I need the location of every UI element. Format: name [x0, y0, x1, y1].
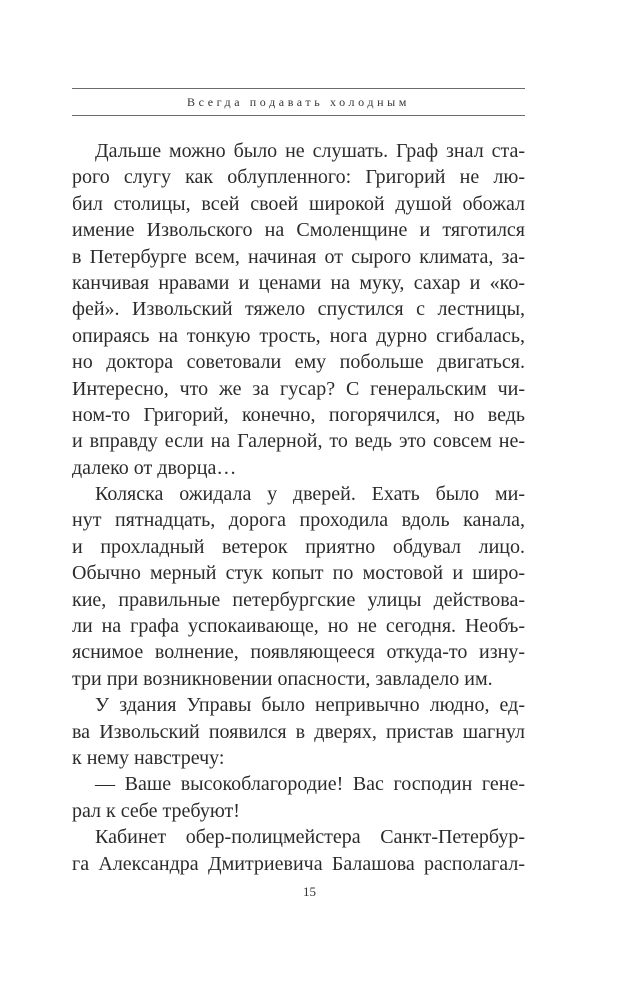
text-line: опираясь на тонкую трость, нога дурно сгибалась, [72, 324, 525, 347]
page-number: 15 [303, 884, 316, 899]
text-line: ли на графа успокаивающе, но не сегодня. Необъ- [72, 615, 525, 638]
text-line: далеко от дворца… [72, 456, 237, 479]
paragraph [72, 138, 525, 481]
header-rule-top [72, 88, 525, 89]
paragraph [72, 692, 525, 771]
text-line: нут пятнадцать, дорога проходила вдоль канала, [72, 509, 525, 532]
text-line: кие, правильные петербургские улицы действова- [72, 588, 525, 611]
text-line: га Александра Дмитриевича Балашова располагал- [72, 852, 525, 875]
text-line: Дальше можно было не слушать. Граф знал ста- [95, 140, 525, 162]
text-line: фей». Извольский тяжело спустился с лестницы, [72, 298, 525, 321]
text-line: Кабинет обер-полицмейстера Санкт-Петербур- [95, 826, 525, 849]
body-text [72, 138, 525, 877]
paragraph [72, 824, 525, 877]
running-head: Всегда подавать холодным [187, 95, 410, 109]
text-line: бил столицы, всей своей широкой душой обожал [72, 192, 525, 215]
text-line: канчивая нравами и ценами на муку, сахар и «ко- [72, 271, 525, 294]
paragraph [72, 771, 525, 824]
text-line: Обычно мерный стук копыт по мостовой и широ- [72, 562, 525, 585]
header-rule-bottom [72, 115, 525, 116]
text-line: рого слугу как облупленного: Григорий не лю- [72, 166, 525, 189]
text-line: У здания Управы было непривычно людно, ед- [95, 694, 525, 717]
text-line: ва Извольский появился в дверях, пристав шагнул [72, 720, 525, 743]
text-line: Коляска ожидала у дверей. Ехать было ми- [95, 483, 525, 506]
text-line: и прохладный ветерок приятно обдувал лицо. [72, 535, 525, 558]
paragraph [72, 481, 525, 692]
text-line: имение Извольского на Смоленщине и тяготился [72, 219, 525, 242]
text-line: к нему навстречу: [72, 746, 225, 769]
text-line: Интересно, что же за гусар? С генеральским чи- [72, 377, 525, 400]
text-line: рал к себе требуют! [72, 799, 240, 822]
text-line: в Петербурге всем, начиная от сырого климата, за- [72, 245, 525, 268]
text-line: яснимое волнение, появляющееся откуда-то изну- [72, 641, 525, 664]
text-line: — Ваше высокоблагородие! Вас господин гене- [95, 773, 525, 796]
text-line: три при возникновении опасности, завладело им. [72, 667, 493, 690]
text-line: ном-то Григорий, конечно, погорячился, но ведь [72, 403, 525, 426]
text-line: но доктора советовали ему побольше двигаться. [72, 351, 525, 374]
text-line: и вправду если на Галерной, то ведь это совсем не- [72, 430, 525, 453]
